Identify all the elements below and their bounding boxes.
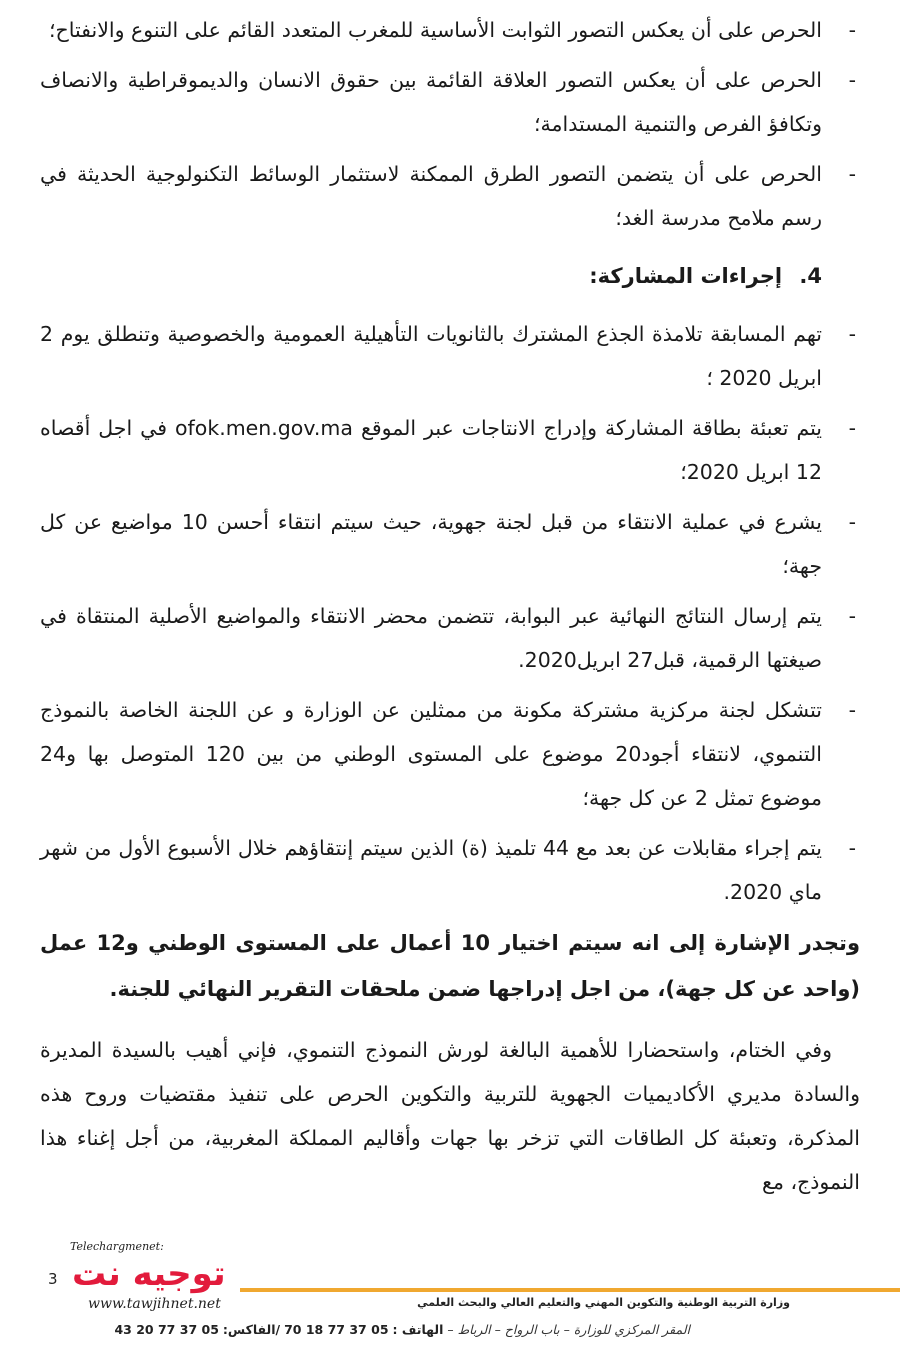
fax-label: /الفاكس: [222,1322,281,1337]
list-item [40,406,860,494]
bullet-dash: - [848,322,856,346]
list-item [40,826,860,914]
bullet-text: الحرص على أن يتضمن التصور الطرق الممكنة لاستثمار الوسائط التكنولوجية الحديثة في رسم ملامح مدرسة الغد؛ [40,162,822,230]
bullet-dash: - [848,416,856,440]
address-text: المقر المركزي للوزارة – باب الرواح – الرباط – [447,1322,690,1337]
bullet-dash: - [848,18,856,42]
document-body [40,8,860,1204]
bullet-dash: - [848,68,856,92]
note-paragraph: وتجدر الإشارة إلى انه سيتم اختيار 10 أعمال على المستوى الوطني و12 عمل (واحد عن كل جهة)، من اجل إدراجها ضمن ملحقات التقرير النهائي للجنة. [40,931,860,1001]
watermark-caption: Telechargmenet: [70,1240,164,1253]
bullet-dash: - [848,836,856,860]
bullet-text: يتم إرسال النتائج النهائية عبر البوابة، تتضمن محضر الانتقاء والمواضيع الأصلية المنتقاة في صيغتها الرقمية، قبل27 ابريل2020. [40,604,822,672]
phone-number: 05 37 77 18 70 [284,1322,389,1337]
bullet-dash: - [848,162,856,186]
ministry-name: وزارة التربية الوطنية والتكوين المهني والتعليم العالي والبحث العلمي [417,1296,790,1309]
section-number: 4. [799,264,822,288]
fax-number: 05 37 77 20 43 [114,1322,219,1337]
page-number: 3 [48,1270,58,1288]
bullet-dash: - [848,510,856,534]
list-item [40,152,860,240]
list-item [40,312,860,400]
bullet-text: يشرع في عملية الانتقاء من قبل لجنة جهوية، حيث سيتم انتقاء أحسن 10 مواضيع عن كل جهة؛ [40,510,822,578]
watermark-url: www.tawjihnet.net [88,1296,221,1312]
section-heading [40,254,860,298]
bullet-dash: - [848,698,856,722]
phone-label: الهاتف : [392,1322,444,1337]
watermark-logo: توجيه نت [72,1254,226,1294]
watermark [70,1240,240,1330]
bullet-dash: - [848,604,856,628]
bullet-text: تهم المسابقة تلامذة الجذع المشترك بالثانويات التأهيلية العمومية والخصوصية وتنطلق يوم 2 ابريل 2020 ؛ [40,322,822,390]
bullet-text: يتم إجراء مقابلات عن بعد مع 44 تلميذ (ة) الذين سيتم إنتقاؤهم خلال الأسبوع الأول من شهر ماي 2020. [40,836,822,904]
footer-rule [240,1288,900,1292]
list-item [40,58,860,146]
bullet-text: الحرص على أن يعكس التصور الثوابت الأساسية للمغرب المتعدد القائم على التنوع والانفتاح؛ [48,18,822,42]
bullet-text: الحرص على أن يعكس التصور العلاقة القائمة بين حقوق الانسان والديموقراطية والانصاف وتكافؤ الفرص والتنمية المستدامة؛ [40,68,822,136]
list-item [40,688,860,820]
bullet-text: تتشكل لجنة مركزية مشتركة مكونة من ممثلين عن الوزارة و عن اللجنة الخاصة بالنموذج التنموي، لانتقاء أجود20 موضوع على المستوى الوطني من بين 120 المتوصل بها و24 موضوع تمثل 2 عن كل جهة؛ [40,698,822,810]
list-item [40,594,860,682]
closing-paragraph: وفي الختام، واستحضارا للأهمية البالغة لورش النموذج التنموي، فإني أهيب بالسيدة المديرة والسادة مديري الأكاديميات الجهوية للتربية والتكوين الحرص على تنفيذ مقتضيات وروح هذه المذكرة، وتعبئة كل الطاقات التي تزخر بها جهات وأقاليم المملكة المغربية، من أجل إغناء هذا النموذج، مع [40,1038,860,1194]
section-title: إجراءات المشاركة: [589,264,783,288]
list-item [40,8,860,52]
list-item [40,500,860,588]
bullet-text: يتم تعبئة بطاقة المشاركة وإدراج الانتاجات عبر الموقع ofok.men.gov.ma في اجل أقصاه 12 ابريل 2020؛ [40,416,823,484]
footer-address [114,1322,690,1337]
